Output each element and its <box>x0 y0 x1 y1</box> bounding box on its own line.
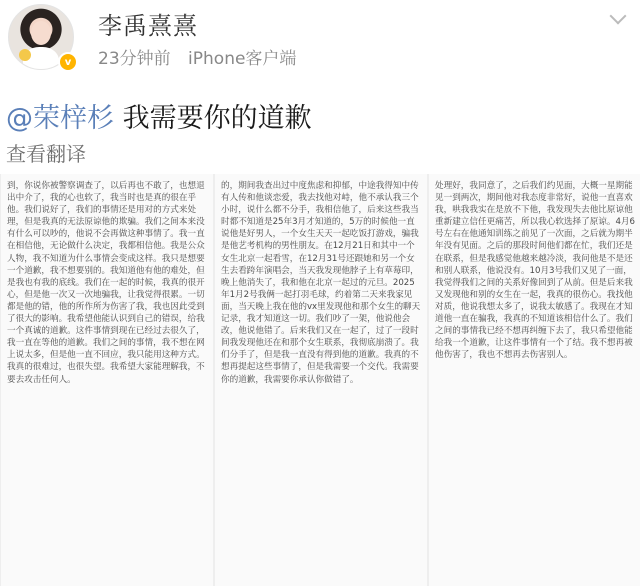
image-2-text: 的，期间我查出过中度焦虑和抑郁，中途我得知中传有人传和他谈恋爱，我去找他对峙，他不承认我三个小时，说什么都不分手，我相信他了，后来这些我当时都不知道是25年3月才知道的，5万的时候他一直说他是好男人，一个女生天天一起吃饭打游戏，骗我是他艺考机构的男性朋友。在12月21日和其中一个女生北京一起看雪，在12月31号还跟她和另一个女生去看跨年演唱会，当天我发现他脖子上有草莓印，晚上他消失了，我和他在北京一起过的元旦。2025年1月2号我俩一起打羽毛球，约着第二天来我家见面，当天晚上我在他的vx里发现他和那个女生的聊天记录，我才知道这一切。我们吵了一架，他说他会改，他说他错了。后来我们又在一起了，过了一段时间我发现他还在和那个女生联系，我彻底崩溃了。我们分手了，但是我一直没有得到他的道歉。我真的不想再提起这些事情了，但是我需要一个交代。我需要你的道歉，我需要你承认你做错了。 <box>221 181 421 385</box>
post-header <box>0 0 640 80</box>
post-time: 23分钟前 <box>98 49 171 69</box>
post-meta <box>98 44 308 69</box>
post-client: iPhone客户端 <box>188 49 297 69</box>
post-image-2[interactable] <box>214 174 428 586</box>
post-body: 我需要你的道歉 <box>114 103 312 134</box>
post-text <box>6 96 312 135</box>
translate-button[interactable]: 查看翻译 <box>6 142 86 166</box>
mention-link[interactable]: @荣梓杉 <box>6 103 114 134</box>
image-1-text: 到，你说你被警察调查了，以后再也不敢了，也想退出中介了，我的心也软了，我当时也是真的很在乎他。我们说好了，我们的事情还是用对的方式来处理，但是我真的无法原谅他的欺骗。我们之间本来没有什么可以吵的，他说不会再做这种事情了。我一直在相信他，无论做什么决定，我都相信他。我是公众人物，我不知道为什么事情会变成这样。我只是想要一个道歉，我不想要别的。我知道他有他的难处，但是我也有我的底线。我们在一起的时候，我真的很开心，但是他一次又一次地骗我，让我觉得很累。一切都是他的错，他的所作所为伤害了我，我也因此受到了很大的影响。我希望他能认识到自己的错误，给我一个真诚的道歉。这件事情到现在已经过去很久了，我一直在等他的道歉。我们之间的事情，我不想在网上说太多，但是他一直不回应，我只能用这种方式。我真的很难过，也很失望。我希望大家能理解我，不要去攻击任何人。 <box>7 181 205 385</box>
image-1-fade <box>1 578 213 586</box>
image-grid <box>0 174 640 586</box>
verified-badge-icon: v <box>58 52 78 72</box>
username[interactable]: 李禹熹熹 <box>98 12 198 40</box>
image-2-fade <box>215 578 427 586</box>
chevron-down-icon[interactable] <box>610 8 627 25</box>
image-3-fade <box>429 578 640 586</box>
avatar-face <box>31 21 51 45</box>
post-image-1[interactable] <box>0 174 214 586</box>
image-3-text: 处理好，我同意了，之后我们约见面，大概一星期能见一到两次，期间他对我态度非常好，说他一直喜欢我，哄我我实在是放不下他，我发现失去他比原谅他重新建立信任更痛苦，所以我心软选择了原谅。4月6号左右在他通知训练之前见了一次面，之后就为期半年没有见面。之后的那段时间他们都在忙，我们还是在联系，但是我感觉他越来越冷淡，我问他是不是还和别人联系，他说没有。10月3号我们又见了一面，我觉得我们之间的关系好像回到了从前。但是后来我又发现他和别的女生在一起，我真的很伤心。我找他对质，他说我想太多了，说我太敏感了。我现在才知道他一直在骗我，我真的不知道该相信什么了。我们之间的事情我已经不想再纠缠下去了，我只希望他能给我一个道歉，让这件事情有一个了结。我不想再被他伤害了，我也不想再去伤害别人。 <box>435 181 635 361</box>
avatar-flower <box>19 49 31 61</box>
post-image-3[interactable] <box>428 174 640 586</box>
